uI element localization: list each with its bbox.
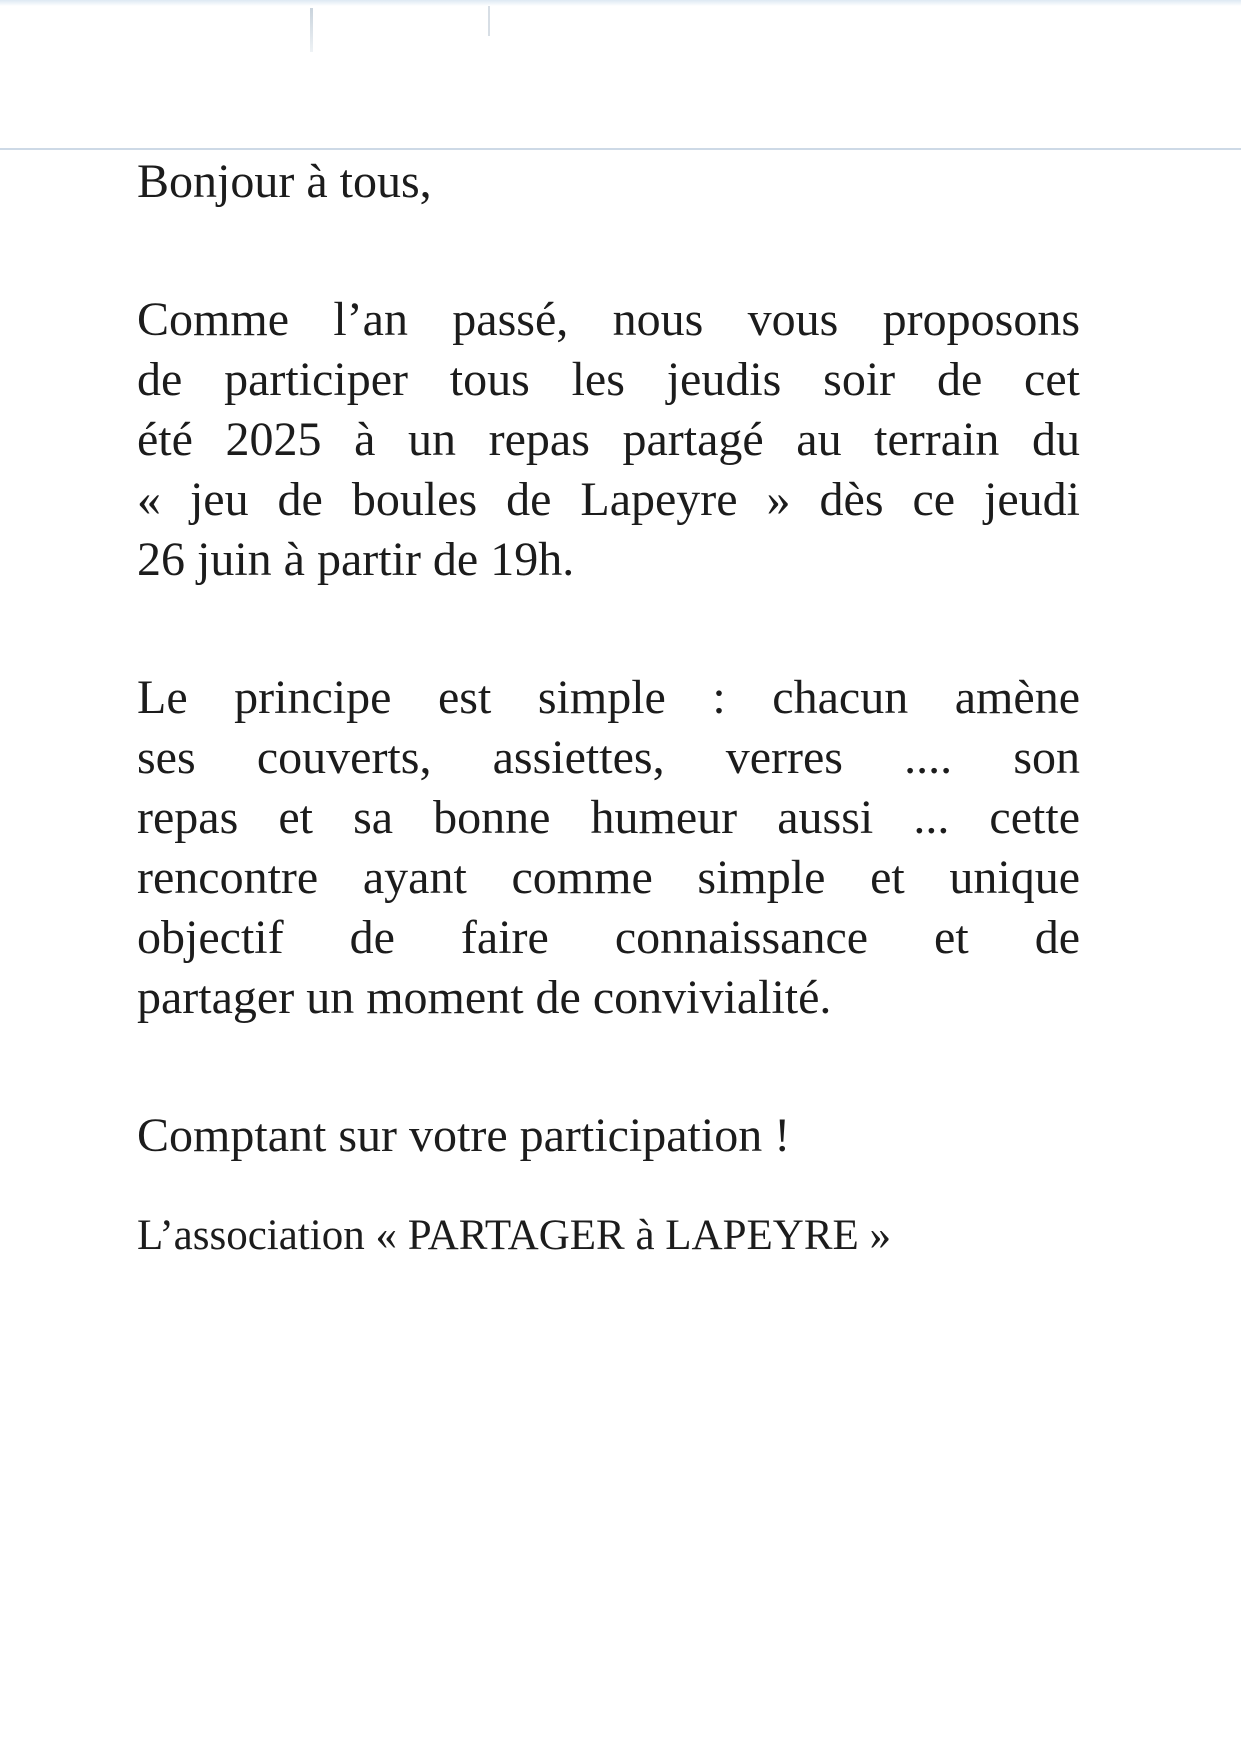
paragraph-line: ses couverts, assiettes, verres .... son xyxy=(137,731,1080,784)
association-signature: L’association « PARTAGER à LAPEYRE » xyxy=(137,1212,892,1259)
scan-top-edge xyxy=(0,0,1241,6)
paragraph-line: de participer tous les jeudis soir de cet xyxy=(137,353,1080,406)
paper-crease-mark xyxy=(488,6,490,36)
greeting: Bonjour à tous, xyxy=(137,155,432,208)
paragraph-line: Le principe est simple : chacun amène xyxy=(137,671,1080,724)
paragraph-line: partager un moment de convivialité. xyxy=(137,971,832,1024)
paragraph-line: 26 juin à partir de 19h. xyxy=(137,533,575,586)
closing-line: Comptant sur votre participation ! xyxy=(137,1109,791,1162)
paragraph-line: objectif de faire connaissance et de xyxy=(137,911,1080,964)
paragraph-spacer xyxy=(137,1028,1080,1106)
paragraph-line: « jeu de boules de Lapeyre » dès ce jeudi xyxy=(137,473,1080,526)
paragraph-line: rencontre ayant comme simple et unique xyxy=(137,851,1080,904)
paragraph-line: été 2025 à un repas partagé au terrain du xyxy=(137,413,1080,466)
paragraph-spacer xyxy=(137,590,1080,668)
paragraph-invitation xyxy=(137,290,1080,590)
paragraph-spacer xyxy=(137,212,1080,290)
paragraph-principle xyxy=(137,668,1080,1028)
paragraph-line: Comme l’an passé, nous vous proposons xyxy=(137,293,1080,346)
paper-fold-line xyxy=(0,148,1241,150)
paragraph-line: repas et sa bonne humeur aussi ... cette xyxy=(137,791,1080,844)
paper-crease-mark xyxy=(310,8,313,52)
letter-body xyxy=(137,152,1080,1266)
